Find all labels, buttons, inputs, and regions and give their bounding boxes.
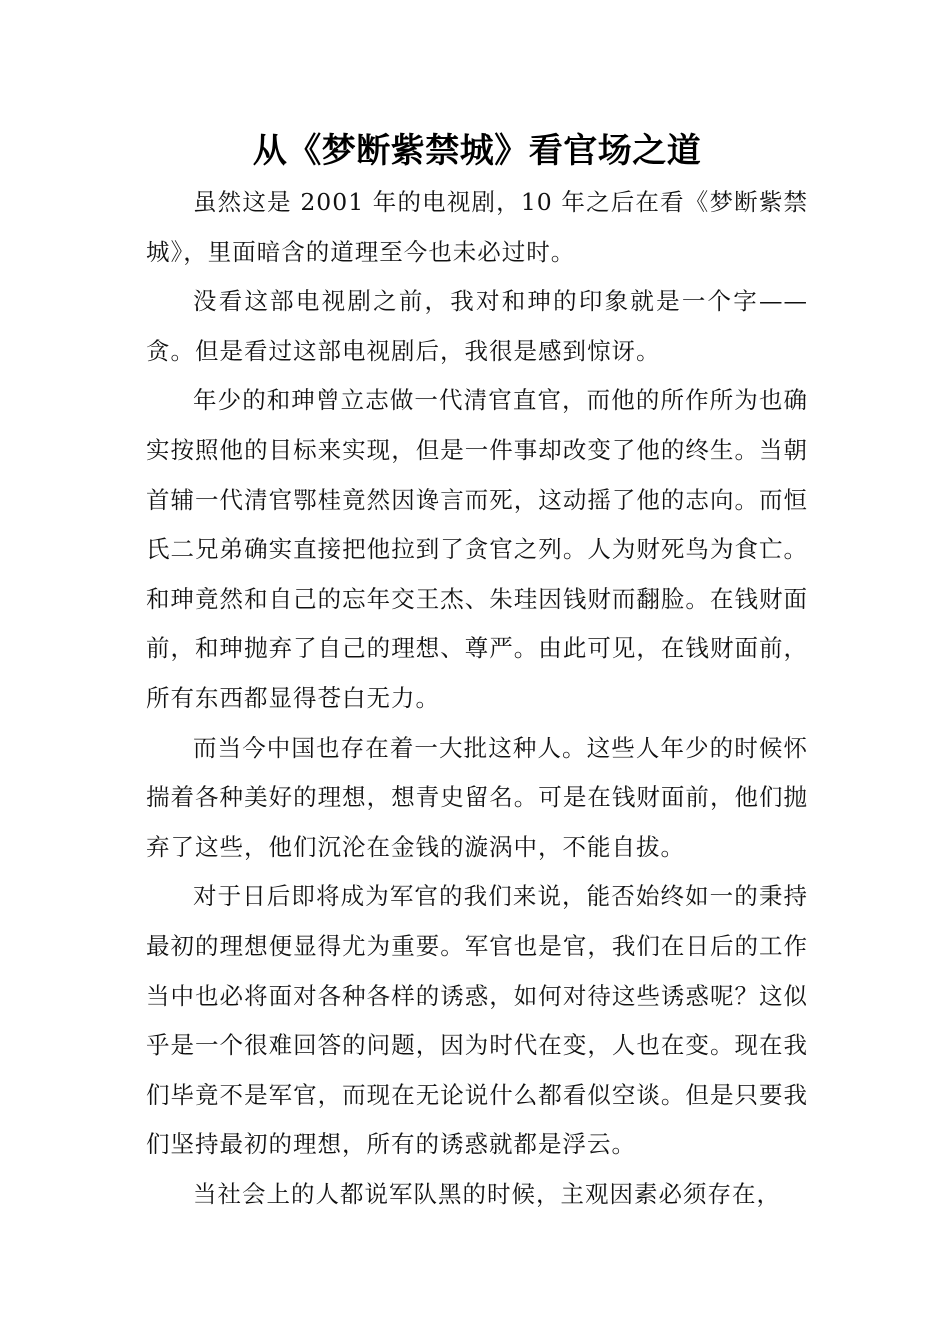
- document-title: 从《梦断紫禁城》看官场之道: [252, 131, 702, 171]
- document-page: [146, 128, 808, 1219]
- paragraph-2: 没看这部电视剧之前，我对和珅的印象就是一个字——贪。但是看过这部电视剧后，我很是感到惊讶。: [146, 287, 808, 365]
- paragraph-3: 年少的和珅曾立志做一代清官直官，而他的所作所为也确实按照他的目标来实现，但是一件事却改变了他的终生。当朝首辅一代清官鄂桂竟然因谗言而死，这动摇了他的志向。而恒氏二兄弟确实直接把他拉到了贪官之列。人为财死鸟为食亡。和珅竟然和自己的忘年交王杰、朱珪因钱财而翻脸。在钱财面前，和珅抛弃了自己的理想、尊严。由此可见，在钱财面前，所有东西都显得苍白无力。: [146, 386, 808, 712]
- paragraph-5: 对于日后即将成为军官的我们来说，能否始终如一的秉持最初的理想便显得尤为重要。军官也是官，我们在日后的工作当中也必将面对各种各样的诱惑，如何对待这些诱惑呢？这似乎是一个很难回答的问题，因为时代在变，人也在变。现在我们毕竟不是军官，而现在无论说什么都看似空谈。但是只要我们坚持最初的理想，所有的诱惑就都是浮云。: [146, 882, 808, 1159]
- paragraph-6: 当社会上的人都说军队黑的时候，主观因素必须存在，: [193, 1179, 781, 1208]
- paragraph-4: 而当今中国也存在着一大批这种人。这些人年少的时候怀揣着各种美好的理想，想青史留名。可是在钱财面前，他们抛弃了这些，他们沉沦在金钱的漩涡中，不能自拔。: [146, 733, 808, 861]
- paragraph-1: 虽然这是 2001 年的电视剧，10 年之后在看《梦断紫禁城》，里面暗含的道理至今也未必过时。: [146, 188, 808, 266]
